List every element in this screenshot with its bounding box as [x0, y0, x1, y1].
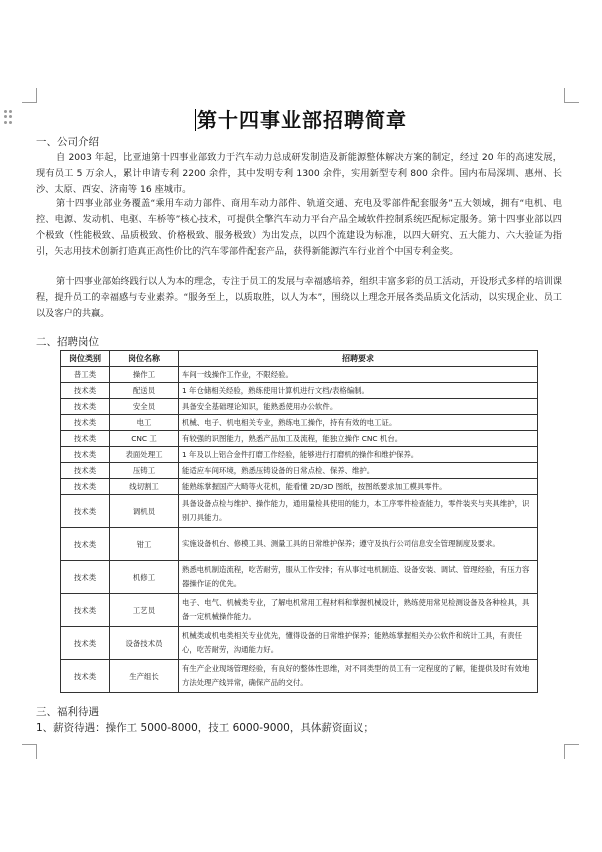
- table-row: [61, 495, 538, 528]
- cell-position: 调机员: [110, 495, 179, 528]
- cell-requirement: 具备设备点检与维护、操作能力，通用量检具使用的能力，本工序零件检查能力，零件装夹与夹具维护，识别刀具能力。: [179, 495, 538, 528]
- cell-position: 工艺员: [110, 594, 179, 627]
- company-paragraph-3: 第十四事业部始终践行以人为本的理念，专注于员工的发展与幸福感培养，组织丰富多彩的员工活动，开设形式多样的培训课程，提升员工的幸福感与专业素养。“服务至上，以质取胜，以人为本”，围绕以上理念开展各类品质文化活动，以实现企业、员工以及客户的共赢。: [36, 276, 562, 319]
- cell-requirement: 机械类或机电类相关专业优先，懂得设备的日常维护保养；能熟练掌握相关办公软件和统计工具，有责任心，吃苦耐劳，沟通能力好。: [179, 627, 538, 660]
- margin-mark-top-left: [22, 88, 37, 103]
- cell-category: 技术类: [61, 594, 110, 627]
- table-row: [61, 627, 538, 660]
- margin-mark-bottom-left: [22, 744, 37, 759]
- cell-position: 安全员: [110, 399, 179, 415]
- table-row: [61, 415, 538, 431]
- table-row: [61, 399, 538, 415]
- cell-position: 电工: [110, 415, 179, 431]
- table-row: [61, 561, 538, 594]
- cell-category: 技术类: [61, 479, 110, 495]
- cell-position: 压铸工: [110, 463, 179, 479]
- table-row: [61, 594, 538, 627]
- cell-requirement: 有生产企业现场管理经验，有良好的整体性思维，对不同类型的员工有一定程度的了解，能提供及时有效地方法处理产线异常，确保产品的交付。: [179, 660, 538, 693]
- cell-category: 普工类: [61, 367, 110, 383]
- cell-position: 机修工: [110, 561, 179, 594]
- column-header-category: 岗位类别: [61, 351, 110, 367]
- cell-requirement: 机械、电子、机电相关专业，熟练电工操作，持有有效的电工证。: [179, 415, 538, 431]
- cell-requirement: 电子、电气、机械类专业，了解电机常用工程材料和掌握机械设计，熟练使用常见检测设备及各种检具，具备一定机械操作能力。: [179, 594, 538, 627]
- cell-requirement: 车间一线操作工作业，不限经验。: [179, 367, 538, 383]
- cell-category: 技术类: [61, 561, 110, 594]
- cell-requirement: 1 年仓储相关经验，熟练使用计算机进行文档/表格编制。: [179, 383, 538, 399]
- cell-position: 配送员: [110, 383, 179, 399]
- cell-category: 技术类: [61, 415, 110, 431]
- cell-category: 技术类: [61, 383, 110, 399]
- column-header-requirements: 招聘要求: [179, 351, 538, 367]
- cell-category: 技术类: [61, 495, 110, 528]
- cell-category: 技术类: [61, 528, 110, 561]
- company-paragraph-2: 第十四事业部业务覆盖“乘用车动力部件、商用车动力部件、轨道交通、充电及零部件配套服务”五大领域，拥有“电机、电控、电源、发动机、电驱、车桥等”核心技术，可提供全擎汽车动力平台产品全域软件控制系统匹配标定服务。第十四事业部以四个极致（性能极致、品质极致、价格极致、服务极致）为出发点，以四个流建设为标准，以四大研究、五大能力、六大验证为指引，矢志用技术创新打造真正高性价比的汽车零部件配套产品，获得新能源汽车行业首个中国专利金奖。: [36, 198, 562, 257]
- table-header-row: [61, 351, 538, 367]
- section-heading-benefits: 三、福利待遇: [36, 706, 99, 718]
- page-title-text: 第十四事业部招聘简章: [197, 108, 407, 132]
- cell-requirement: 具备安全基础理论知识，能熟悉使用办公软件。: [179, 399, 538, 415]
- cell-requirement: 有较强的识图能力，熟悉产品加工及流程，能独立操作 CNC 机台。: [179, 431, 538, 447]
- table-row: [61, 528, 538, 561]
- cell-position: CNC 工: [110, 431, 179, 447]
- cell-category: 技术类: [61, 627, 110, 660]
- positions-table: [60, 350, 538, 693]
- page-title: [0, 104, 602, 133]
- cell-position: 操作工: [110, 367, 179, 383]
- margin-mark-top-right: [564, 88, 579, 103]
- cell-position: 设备技术员: [110, 627, 179, 660]
- text-cursor: [195, 109, 196, 131]
- column-header-position: 岗位名称: [110, 351, 179, 367]
- company-paragraph-1: 自 2003 年起，比亚迪第十四事业部致力于汽车动力总成研发制造及新能源整体解决方案的制定，经过 20 年的高速发展，现有员工 5 万余人，累计申请专利 2200 余件，其中发明专利 1300 余件，实用新型专利 800 余件。国内布局深圳、惠州、长沙、太原、西安、济南等 16 座城市。: [36, 152, 562, 195]
- table-row: [61, 660, 538, 693]
- cell-position: 表面处理工: [110, 447, 179, 463]
- cell-requirement: 熟悉电机制造流程，吃苦耐劳，服从工作安排；有从事过电机制造、设备安装、调试、管理经验，有压力容器操作证的优先。: [179, 561, 538, 594]
- cell-position: 钳工: [110, 528, 179, 561]
- section-heading-positions: 二、招聘岗位: [36, 336, 99, 348]
- cell-category: 技术类: [61, 447, 110, 463]
- cell-category: 技术类: [61, 463, 110, 479]
- cell-requirement: 能适应车间环境，熟悉压铸设备的日常点检、保养、维护。: [179, 463, 538, 479]
- table-row: [61, 383, 538, 399]
- cell-category: 技术类: [61, 431, 110, 447]
- cell-requirement: 1 年及以上铝合金件打磨工作经验，能够进行打磨机的操作和维护保养。: [179, 447, 538, 463]
- cell-category: 技术类: [61, 399, 110, 415]
- cell-position: 生产组长: [110, 660, 179, 693]
- section-heading-company: 一、公司介绍: [36, 136, 99, 148]
- table-row: [61, 479, 538, 495]
- benefits-salary-line: 1、薪资待遇：操作工 5000-8000，技工 6000-9000，具体薪资面议；: [36, 722, 374, 734]
- cell-requirement: 能熟练掌握国产大畸等火花机，能看懂 2D/3D 图纸，按图纸要求加工模具零件。: [179, 479, 538, 495]
- cell-category: 技术类: [61, 660, 110, 693]
- table-row: [61, 463, 538, 479]
- table-row: [61, 447, 538, 463]
- table-row: [61, 367, 538, 383]
- margin-mark-bottom-right: [564, 744, 579, 759]
- table-row: [61, 431, 538, 447]
- cell-position: 线切割工: [110, 479, 179, 495]
- cell-requirement: 实施设备机台、修模工具、测量工具的日常维护保养；遵守及执行公司信息安全管理制度及要求。: [179, 528, 538, 561]
